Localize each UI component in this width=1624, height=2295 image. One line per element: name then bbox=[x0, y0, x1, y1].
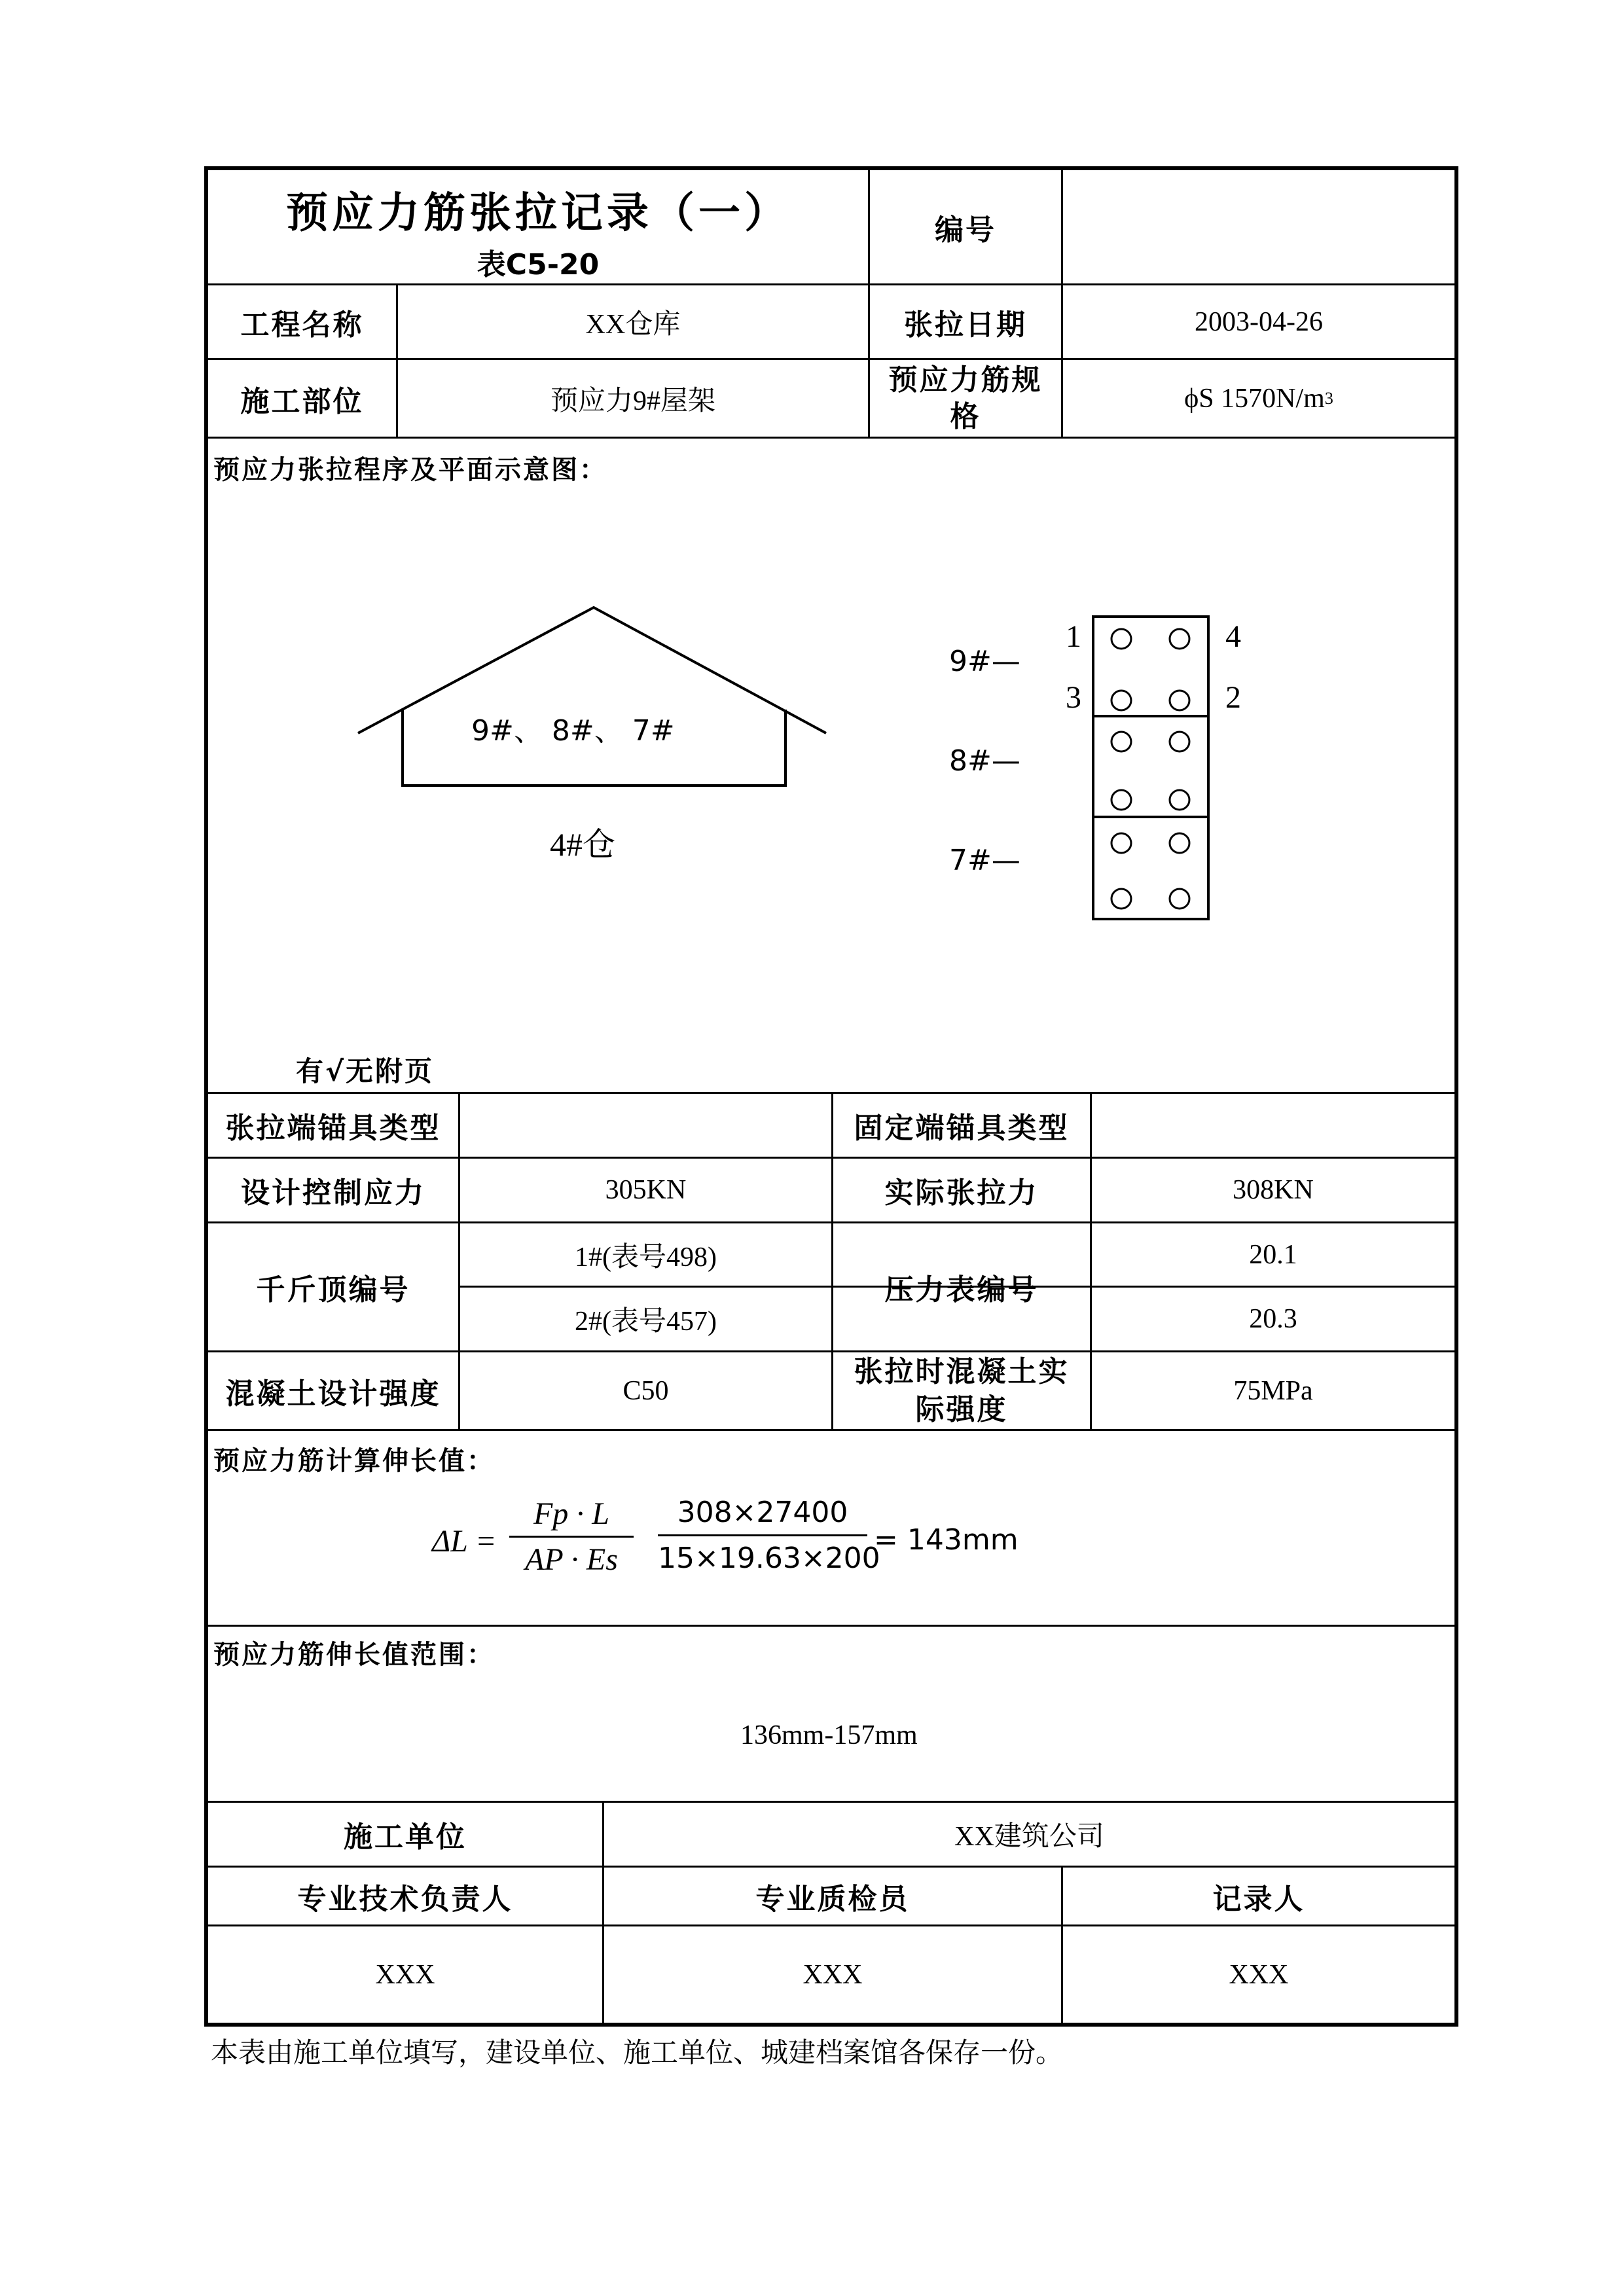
tendon-spec-label: 预应力筋规格 bbox=[888, 363, 1043, 433]
formula-denominator: AP · Es bbox=[525, 1542, 618, 1577]
tendon-holes bbox=[1111, 629, 1189, 909]
tendon-number-2: 2 bbox=[1225, 680, 1241, 715]
quality-inspector-value[interactable]: XXX bbox=[803, 1959, 863, 1990]
calc-result: = 143mm bbox=[874, 1523, 1019, 1557]
tendon-block-7 bbox=[1093, 817, 1208, 919]
construction-part-value[interactable]: 预应力9#屋架 bbox=[550, 386, 715, 416]
tension-date-value[interactable]: 2003-04-26 bbox=[1195, 306, 1323, 337]
design-stress-label: 设计控制应力 bbox=[241, 1176, 425, 1210]
tech-lead-label: 专业技术负责人 bbox=[297, 1882, 513, 1916]
anchor-fixed-value[interactable] bbox=[1092, 1094, 1454, 1157]
tendon-number-1: 1 bbox=[1066, 619, 1081, 654]
row-label-8: 8#— bbox=[949, 744, 1020, 778]
anchor-tension-value[interactable] bbox=[460, 1094, 831, 1157]
calc-elongation-label: 预应力筋计算伸长值： bbox=[213, 1446, 495, 1476]
jack-number-2[interactable]: 2#(表号457) bbox=[575, 1307, 717, 1337]
anchor-tension-label: 张拉端锚具类型 bbox=[225, 1111, 441, 1145]
rule bbox=[204, 1429, 1458, 1431]
actual-force-label: 实际张拉力 bbox=[884, 1176, 1039, 1210]
tendon-number-3: 3 bbox=[1066, 680, 1081, 715]
formula-lhs: ΔL = bbox=[432, 1524, 497, 1559]
actual-force-value[interactable]: 308KN bbox=[1233, 1175, 1314, 1205]
elongation-formula bbox=[432, 1496, 1021, 1587]
construction-part-label: 施工部位 bbox=[240, 384, 364, 418]
tendon-block-9 bbox=[1093, 617, 1208, 716]
diagram-section-label: 预应力张拉程序及平面示意图： bbox=[213, 455, 607, 485]
fraction-bar bbox=[658, 1534, 867, 1536]
concrete-actual-label: 张拉时混凝土实际强度 bbox=[854, 1354, 1070, 1426]
footer-note: 本表由施工单位填写，建设单位、施工单位、城建档案馆各保存一份。 bbox=[211, 2038, 1064, 2069]
recorder-value[interactable]: XXX bbox=[1229, 1959, 1289, 1990]
concrete-design-value[interactable]: C50 bbox=[623, 1375, 669, 1406]
tendon-number-4: 4 bbox=[1225, 619, 1241, 654]
quality-inspector-label: 专业质检员 bbox=[755, 1882, 910, 1916]
fraction-bar bbox=[509, 1536, 634, 1538]
tendon-spec-text: ϕS 1570N/m bbox=[1184, 383, 1325, 414]
construction-unit-value[interactable]: XX建筑公司 bbox=[954, 1822, 1104, 1852]
formula-fraction bbox=[509, 1496, 634, 1578]
row-label-7: 7#— bbox=[949, 844, 1020, 877]
calc-denominator: 15×19.63×200 bbox=[658, 1542, 880, 1575]
form-title: 预应力筋张拉记录（一） bbox=[286, 189, 790, 238]
design-stress-value[interactable]: 305KN bbox=[605, 1175, 687, 1205]
project-name-label: 工程名称 bbox=[240, 308, 364, 342]
attachment-note: 有√无附页 bbox=[296, 1055, 435, 1087]
construction-unit-label: 施工单位 bbox=[344, 1820, 467, 1854]
rule bbox=[204, 1625, 1458, 1627]
warehouse-label: 4#仓 bbox=[550, 826, 615, 863]
concrete-actual-value[interactable]: 75MPa bbox=[1233, 1375, 1313, 1406]
row-label-9: 9#— bbox=[949, 645, 1020, 678]
recorder-label: 记录人 bbox=[1212, 1882, 1305, 1916]
anchor-fixed-label: 固定端锚具类型 bbox=[854, 1111, 1070, 1145]
jack-number-1[interactable]: 1#(表号498) bbox=[575, 1242, 717, 1273]
tendon-spec-sup: 3 bbox=[1324, 388, 1333, 408]
tension-date-label: 张拉日期 bbox=[904, 308, 1027, 342]
calc-numerator: 308×27400 bbox=[677, 1496, 848, 1529]
tendon-spec-value[interactable] bbox=[1063, 360, 1454, 437]
roof-truss-labels: 9#、 8#、 7# bbox=[471, 714, 675, 748]
project-name-value[interactable]: XX仓库 bbox=[585, 309, 681, 340]
gauge-number-1[interactable]: 20.1 bbox=[1249, 1239, 1297, 1270]
truss-diagram bbox=[204, 439, 1458, 1090]
elongation-range-value[interactable]: 136mm-157mm bbox=[740, 1720, 918, 1750]
concrete-design-label: 混凝土设计强度 bbox=[225, 1377, 441, 1411]
serial-value[interactable] bbox=[1063, 170, 1454, 283]
tendon-block-8 bbox=[1093, 716, 1208, 817]
elongation-range-label: 预应力筋伸长值范围： bbox=[213, 1640, 495, 1670]
jack-number-label: 千斤顶编号 bbox=[256, 1273, 410, 1307]
gauge-number-2[interactable]: 20.3 bbox=[1249, 1304, 1297, 1334]
tech-lead-value[interactable]: XXX bbox=[375, 1959, 435, 1990]
formula-numerator: Fp · L bbox=[533, 1496, 609, 1531]
calc-fraction bbox=[658, 1496, 880, 1575]
serial-label: 编号 bbox=[935, 213, 996, 247]
form-number: 表C5-20 bbox=[477, 248, 600, 281]
gauge-number-label: 压力表编号 bbox=[884, 1273, 1039, 1307]
